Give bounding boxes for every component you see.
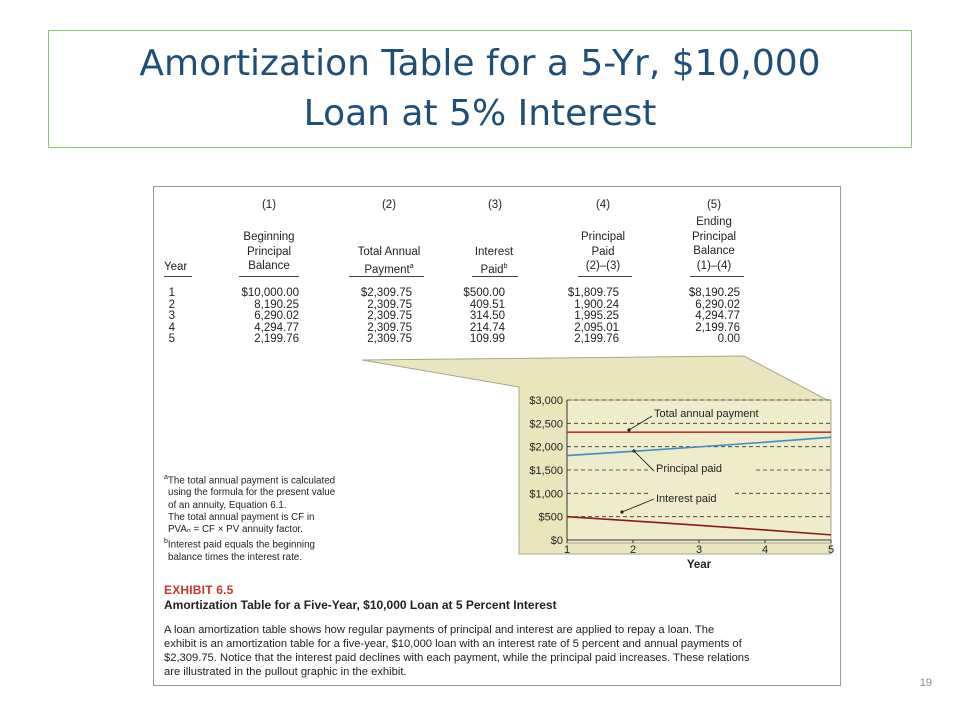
exhibit-caption	[164, 623, 834, 679]
x-tick-label: 3	[695, 544, 703, 556]
y-tick-label: $2,000	[529, 441, 563, 454]
column-number-3: (3)	[487, 199, 503, 211]
table-cell-payment: 2,309.75	[367, 333, 412, 346]
table-cell-interest: 409.51	[469, 298, 505, 311]
footnote-a-line: $^a$The total annual payment is calculated	[164, 474, 336, 487]
annotation-arrowhead	[627, 428, 630, 431]
x-axis-title: Year	[686, 559, 712, 571]
table-cell-year: 3	[168, 310, 175, 323]
slide-title-box	[48, 30, 912, 148]
table-cell-payment: 2,309.75	[367, 310, 412, 323]
table-cell-year: 4	[168, 321, 175, 334]
table-cell-interest: $500.00	[463, 287, 505, 299]
table-cell-principal: 1,995.25	[574, 310, 619, 323]
table-cell-year: 1	[168, 287, 175, 299]
y-tick-label: $1,500	[529, 465, 563, 477]
header-interest-paid: Interest Paid$^b$	[474, 246, 514, 276]
year-header: Year	[164, 261, 188, 273]
exhibit-title: Amortization Table for a Five-Year, $10,000 Loan at 5 Percent Interest	[164, 598, 557, 612]
series-annotation-label: Principal paid	[656, 463, 723, 475]
y-tick-label: $2,500	[529, 418, 563, 431]
table-cell-payment: 2,309.75	[367, 298, 412, 311]
series-annotation-label: Total annual payment	[654, 408, 759, 420]
table-cell-principal: 2,095.01	[574, 321, 619, 334]
column-number-1: (1)	[261, 199, 277, 211]
series-annotation-label: Interest paid	[656, 493, 717, 505]
caption-line: exhibit is an amortization table for a five-year, $10,000 loan with an interest rate of 5 percent and annual payments of	[164, 638, 742, 650]
header-ending-balance: Ending Principal Balance (1)–(4)	[691, 216, 737, 272]
table-cell-year: 2	[168, 298, 175, 311]
caption-line: A loan amortization table shows how regular payments of principal and interest are applied to repay a loan. The	[164, 624, 715, 636]
annotation-arrowhead	[632, 449, 635, 452]
table-cell-payment: $2,309.75	[360, 287, 412, 299]
table-cell-payment: 2,309.75	[367, 321, 412, 334]
x-tick-label: 2	[629, 544, 637, 556]
footnote-b-line: $^b$Interest paid equals the beginning	[164, 538, 315, 551]
table-cell-interest: 214.74	[469, 321, 505, 334]
footnotes	[164, 472, 384, 564]
caption-line: $2,309.75. Notice that the interest paid declines with each payment, while the principal paid increases. These relations	[164, 652, 750, 664]
table-cell-begin: 6,290.02	[254, 310, 299, 323]
y-tick-label: $3,000	[529, 395, 563, 407]
x-tick-label: 1	[563, 544, 571, 556]
column-number-2: (2)	[381, 199, 397, 211]
table-cell-end: 2,199.76	[695, 321, 740, 334]
footnote-a-line: using the formula for the present value	[168, 487, 336, 499]
column-number-4: (4)	[595, 199, 611, 211]
x-tick-label: 4	[761, 544, 769, 556]
annotation-arrowhead	[620, 510, 623, 513]
footnote-a-line: The total annual payment is CF in	[168, 511, 315, 523]
footnote-a-line: PVAₙ = CF × PV annuity factor.	[168, 524, 303, 536]
footnote-a-line: of an annuity, Equation 6.1.	[168, 499, 287, 511]
table-cell-end: 4,294.77	[695, 310, 740, 323]
header-beginning-balance: Beginning Principal Balance	[243, 231, 295, 272]
table-cell-begin: 8,190.25	[254, 298, 299, 311]
footnote-b-line: balance times the interest rate.	[168, 551, 302, 563]
table-cell-interest: 109.99	[469, 333, 505, 346]
table-cell-end: 0.00	[717, 333, 740, 346]
exhibit-panel	[153, 186, 841, 686]
table-cell-principal: 2,199.76	[574, 333, 619, 346]
table-cell-interest: 314.50	[469, 310, 505, 323]
slide-title-line-2: Loan at 5% Interest	[303, 93, 657, 134]
exhibit-label: EXHIBIT 6.5	[164, 583, 234, 597]
table-cell-begin: 2,199.76	[254, 333, 299, 346]
table-cell-begin: 4,294.77	[254, 321, 299, 334]
table-cell-principal: $1,809.75	[567, 287, 619, 299]
table-cell-begin: $10,000.00	[241, 287, 299, 299]
header-principal-paid: Principal Paid (2)–(3)	[580, 231, 626, 272]
y-tick-label: $0	[550, 535, 563, 547]
table-cell-year: 5	[168, 333, 175, 346]
table-cell-end: $8,190.25	[688, 287, 740, 299]
table-cell-principal: 1,900.24	[574, 298, 619, 311]
page-number: 19	[919, 677, 932, 689]
y-tick-label: $1,000	[529, 488, 563, 501]
y-tick-label: $500	[538, 511, 563, 524]
header-total-payment: Total Annual Payment$^a$	[357, 246, 421, 276]
x-tick-label: 5	[827, 544, 835, 556]
slide-title-line-1: Amortization Table for a 5-Yr, $10,000	[139, 43, 821, 84]
column-number-5: (5)	[706, 199, 722, 211]
table-cell-end: 6,290.02	[695, 298, 740, 311]
caption-line: are illustrated in the pullout graphic in the exhibit.	[164, 666, 407, 678]
